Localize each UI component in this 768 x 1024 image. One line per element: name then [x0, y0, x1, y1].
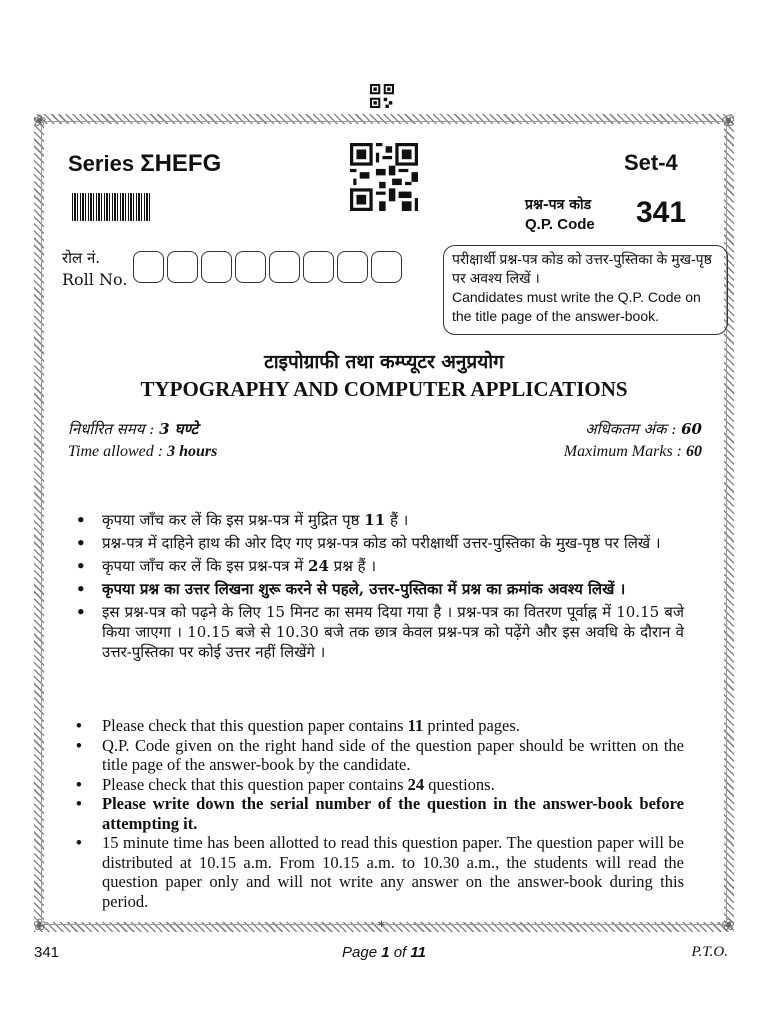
subject-title-hindi: टाइपोग्राफी तथा कम्प्यूटर अनुप्रयोग	[264, 351, 504, 373]
roll-number-box[interactable]	[133, 251, 164, 283]
qr-code-icon	[350, 143, 418, 211]
roll-number-label: Roll No.	[62, 270, 128, 289]
list-item: • Please check that this question paper contains 24 questions.	[70, 775, 684, 795]
series-label: Series	[68, 151, 135, 176]
barcode-icon	[72, 193, 152, 221]
subject-title: TYPOGRAPHY AND COMPUTER APPLICATIONS	[140, 377, 628, 401]
footer-qp-code: 341	[34, 944, 60, 961]
series-heading	[68, 150, 221, 178]
list-item: • कृपया जाँच कर लें कि इस प्रश्न-पत्र में मुद्रित पृष्ठ 11 हैं ।	[70, 510, 684, 530]
roll-number-box[interactable]	[337, 251, 368, 283]
list-item: • इस प्रश्न-पत्र को पढ़ने के लिए 15 मिनट का समय दिया गया है । प्रश्न-पत्र का वितरण पूर्वाह्न में 10.15 बजे किया जाएगा । 10.15 बजे से 10.30 बजे तक छात्र केवल प्रश्न-पत्र को पढ़ेंगे और इस अवधि के दौरान वे उत्तर-पुस्तिका पर कोई उत्तर नहीं लिखेंगे ।	[70, 602, 684, 662]
time-label: Time allowed :	[68, 443, 168, 460]
roll-number-box[interactable]	[371, 251, 402, 283]
corner-ornament-icon: ❀	[721, 915, 735, 934]
maximum-marks-hindi	[585, 419, 702, 439]
marks-label-hindi: अधिकतम अंक :	[585, 420, 682, 438]
page-number: Page 1 of 11	[342, 944, 426, 961]
roll-number-box[interactable]	[269, 251, 300, 283]
list-item: • कृपया जाँच कर लें कि इस प्रश्न-पत्र में 24 प्रश्न हैं ।	[70, 556, 684, 576]
qp-code-label-hindi: प्रश्न-पत्र कोड	[525, 197, 592, 213]
notice-text-hindi: परीक्षार्थी प्रश्न-पत्र कोड को उत्तर-पुस्तिका के मुख-पृष्ठ पर अवश्य लिखें ।	[452, 251, 712, 286]
notice-text-english: Candidates must write the Q.P. Code on the title page of the answer-book.	[452, 289, 701, 324]
qr-code-small-icon	[370, 84, 394, 108]
corner-ornament-icon: ❀	[33, 111, 47, 130]
roll-number-box[interactable]	[201, 251, 232, 283]
list-item: • Please check that this question paper contains 11 printed pages.	[70, 716, 684, 736]
pto-label: P.T.O.	[691, 944, 728, 960]
roll-number-box[interactable]	[167, 251, 198, 283]
roll-number-box[interactable]	[303, 251, 334, 283]
corner-ornament-icon: ❀	[33, 915, 47, 934]
series-code: ΣHEFG	[140, 150, 222, 177]
roll-number-label-hindi: रोल नं.	[62, 249, 101, 267]
time-value-hindi: 3 घण्टे	[159, 420, 199, 438]
list-item: • 15 minute time has been allotted to read this question paper. The question paper will be distributed at 10.15 a.m. From 10.15 a.m. to 10.30 a.m., the students will read the question paper only and will not write any answer on the answer-book during this period.	[70, 833, 684, 911]
list-item: • Please write down the serial number of the question in the answer-book before attempting it.	[70, 794, 684, 833]
roll-number-boxes	[133, 251, 402, 283]
list-item: • प्रश्न-पत्र में दाहिने हाथ की ओर दिए गए प्रश्न-पत्र कोड को परीक्षार्थी उत्तर-पुस्तिका के मुख-पृष्ठ पर लिखें ।	[70, 533, 684, 553]
time-label-hindi: निर्धारित समय :	[68, 420, 160, 438]
list-item: • Q.P. Code given on the right hand side of the question paper should be written on the title page of the answer-book by the candidate.	[70, 736, 684, 775]
marks-value-hindi: 60	[681, 420, 702, 438]
time-allowed	[68, 443, 217, 461]
list-item: • कृपया प्रश्न का उत्तर लिखना शुरू करने से पहले, उत्तर-पुस्तिका में प्रश्न का क्रमांक अवश्य लिखें ।	[70, 579, 684, 599]
roll-number-box[interactable]	[235, 251, 266, 283]
time-value: 3 hours	[167, 443, 218, 460]
instructions-list	[70, 716, 684, 911]
time-allowed-hindi	[68, 419, 198, 439]
qp-code-label: Q.P. Code	[525, 216, 595, 233]
marks-value: 60	[686, 443, 702, 460]
separator-star: *	[378, 919, 385, 935]
marks-label: Maximum Marks :	[563, 443, 686, 460]
corner-ornament-icon: ❀	[721, 111, 735, 130]
set-number: Set-4	[624, 150, 678, 175]
candidate-notice-box	[443, 245, 728, 335]
instructions-list-hindi	[70, 510, 684, 665]
maximum-marks	[564, 443, 702, 461]
qp-code-value: 341	[636, 196, 687, 229]
